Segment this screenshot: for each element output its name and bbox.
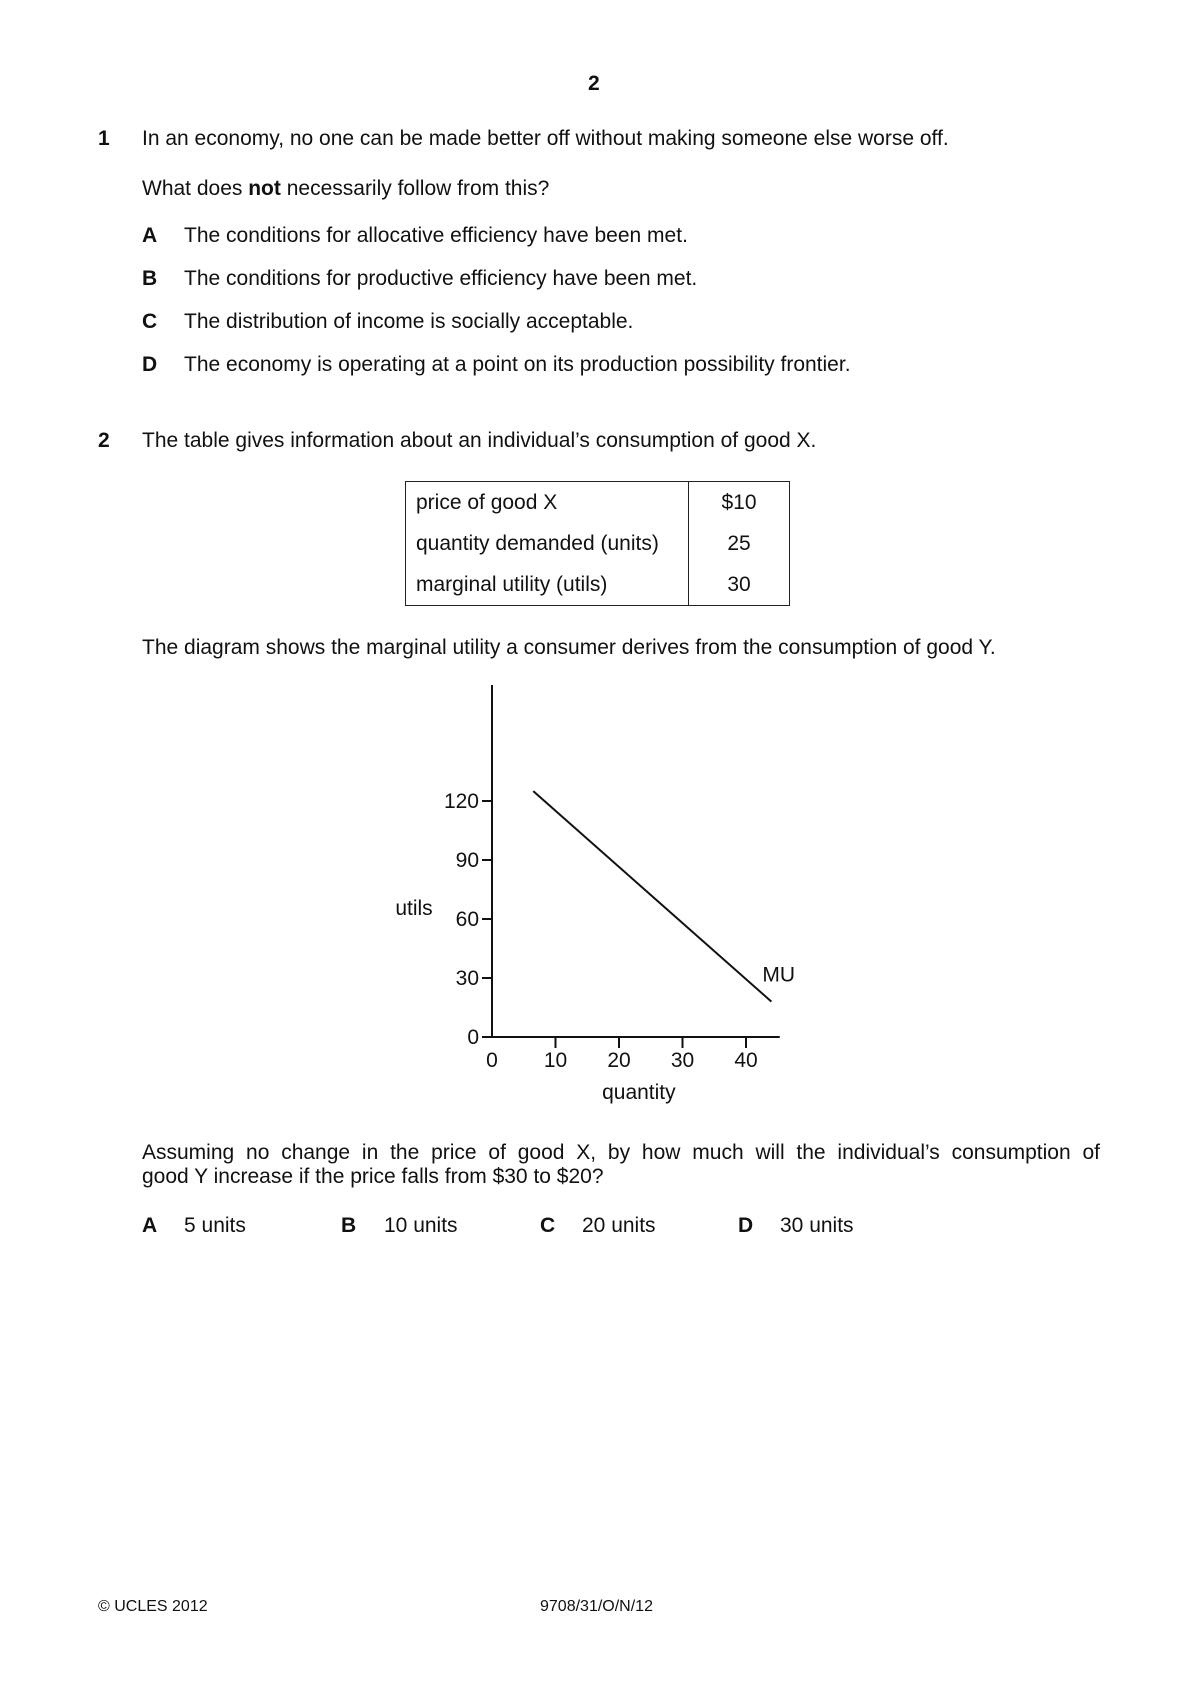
q2-option-d-letter: D (738, 1214, 754, 1237)
table-cell-label: price of good X (406, 482, 689, 524)
y-tick-label: 90 (455, 849, 479, 872)
question-1-prompt-end: necessarily follow from this? (280, 177, 550, 200)
good-x-table (405, 481, 790, 606)
q1-option-d-text: The economy is operating at a point on its production possibility frontier. (184, 353, 851, 376)
question-2-text-line-2: good Y increase if the price falls from $30 to $20? (142, 1165, 604, 1188)
question-1-stem: In an economy, no one can be made better off without making someone else worse off. (142, 127, 949, 150)
y-tick-label: 0 (467, 1026, 479, 1049)
x-tick-label: 30 (670, 1049, 695, 1072)
mu-curve-label: MU (762, 963, 796, 987)
question-1-prompt (142, 177, 549, 201)
question-1-prompt-start: What does (142, 177, 249, 200)
footer-paper-code: 9708/31/O/N/12 (540, 1598, 653, 1615)
diagram-intro: The diagram shows the marginal utility a consumer derives from the consumption of good Y. (142, 636, 996, 659)
table-row (406, 564, 790, 606)
q1-option-b-text: The conditions for productive efficiency have been met. (184, 267, 698, 290)
q2-option-d-text: 30 units (780, 1214, 854, 1237)
question-1-number: 1 (98, 127, 110, 150)
q1-option-c-text: The distribution of income is socially acceptable. (184, 310, 634, 333)
q1-option-d-letter: D (142, 353, 158, 376)
table-cell-label: quantity demanded (units) (406, 523, 689, 564)
x-tick-label: 20 (607, 1049, 631, 1072)
question-2-stem: The table gives information about an individual’s consumption of good X. (142, 429, 817, 452)
q2-option-c-text: 20 units (582, 1214, 656, 1237)
q1-option-c-letter: C (142, 310, 158, 333)
y-tick-label: 60 (455, 908, 479, 931)
question-2-text-line-1: Assuming no change in the price of good X, by how much will the individual’s consumption of (142, 1141, 1100, 1164)
table-cell-label: marginal utility (utils) (406, 564, 689, 606)
y-tick-label: 120 (443, 790, 479, 813)
question-1-prompt-emphasis: not (248, 177, 281, 200)
mu-curve (533, 791, 771, 1001)
x-tick-label: 10 (543, 1049, 568, 1072)
q2-option-c-letter: C (540, 1214, 556, 1237)
table-cell-value: 30 (689, 564, 790, 606)
question-2-number: 2 (98, 429, 110, 452)
marginal-utility-chart (380, 678, 820, 1118)
q1-option-b-letter: B (142, 267, 158, 290)
table-cell-value: 25 (689, 523, 790, 564)
x-tick-label: 0 (486, 1049, 498, 1072)
table-row (406, 482, 790, 524)
y-axis-label: utils (395, 897, 433, 921)
x-axis-label: quantity (602, 1081, 676, 1104)
q1-option-a-letter: A (142, 224, 158, 247)
q2-option-a-text: 5 units (184, 1214, 246, 1237)
table-cell-value: $10 (689, 482, 790, 524)
page-number: 2 (588, 72, 600, 95)
footer-copyright: © UCLES 2012 (98, 1598, 208, 1615)
table-row (406, 523, 790, 564)
x-tick-label: 40 (734, 1049, 758, 1072)
q1-option-a-text: The conditions for allocative efficiency have been met. (184, 224, 688, 247)
q2-option-a-letter: A (142, 1214, 158, 1237)
q2-option-b-letter: B (341, 1214, 357, 1237)
q2-option-b-text: 10 units (384, 1214, 458, 1237)
y-tick-label: 30 (455, 967, 479, 990)
